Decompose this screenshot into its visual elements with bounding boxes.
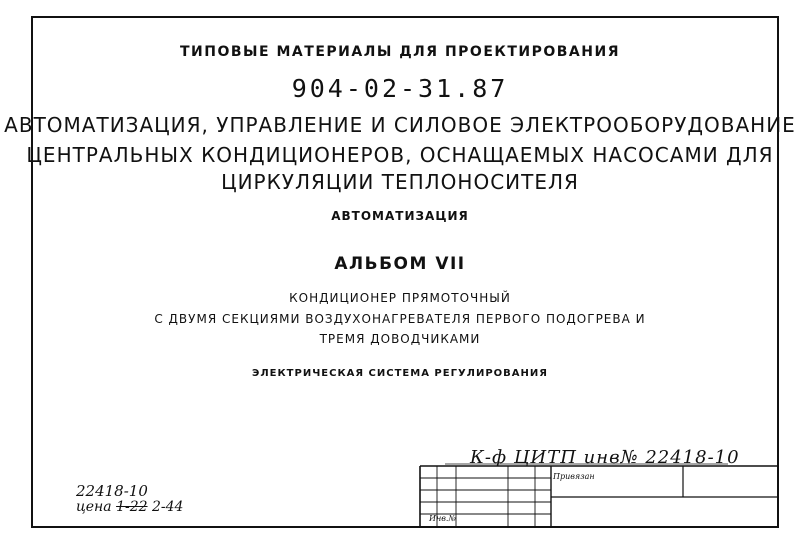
price-new: 2-44	[151, 499, 184, 515]
privyazan-label: Привязан	[553, 472, 595, 481]
subtitle-line-1: КОНДИЦИОНЕР ПРЯМОТОЧНЫЙ	[289, 291, 511, 305]
subtitle-line-3: ТРЕМЯ ДОВОДЧИКАМИ	[319, 332, 481, 346]
title-line-3: ЦИРКУЛЯЦИИ ТЕПЛОНОСИТЕЛЯ	[221, 170, 579, 194]
system-heading: ЭЛЕКТРИЧЕСКАЯ СИСТЕМА РЕГУЛИРОВАНИЯ	[252, 368, 548, 379]
section-heading: АВТОМАТИЗАЦИЯ	[331, 209, 469, 223]
price-note	[76, 499, 183, 515]
inventory-label: Инв.№	[429, 514, 457, 523]
document-code: 904-02-31.87	[291, 74, 509, 103]
title-line-2: ЦЕНТРАЛЬНЫХ КОНДИЦИОНЕРОВ, ОСНАЩАЕМЫХ НАСОСАМИ ДЛЯ	[26, 143, 774, 167]
inventory-number: 22418-10	[76, 482, 148, 500]
price-old: 1-22	[116, 499, 148, 515]
price-prefix: цена	[76, 499, 112, 515]
stamp-handwritten: К-ф ЦИТП инв№ 22418-10	[470, 447, 740, 468]
document-series: ТИПОВЫЕ МАТЕРИАЛЫ ДЛЯ ПРОЕКТИРОВАНИЯ	[180, 44, 620, 60]
subtitle-line-2: С ДВУМЯ СЕКЦИЯМИ ВОЗДУХОНАГРЕВАТЕЛЯ ПЕРВОГО ПОДОГРЕВА И	[154, 312, 646, 326]
album-heading: АЛЬБОМ VII	[334, 254, 466, 274]
title-line-1: АВТОМАТИЗАЦИЯ, УПРАВЛЕНИЕ И СИЛОВОЕ ЭЛЕКТРООБОРУДОВАНИЕ	[4, 113, 796, 137]
